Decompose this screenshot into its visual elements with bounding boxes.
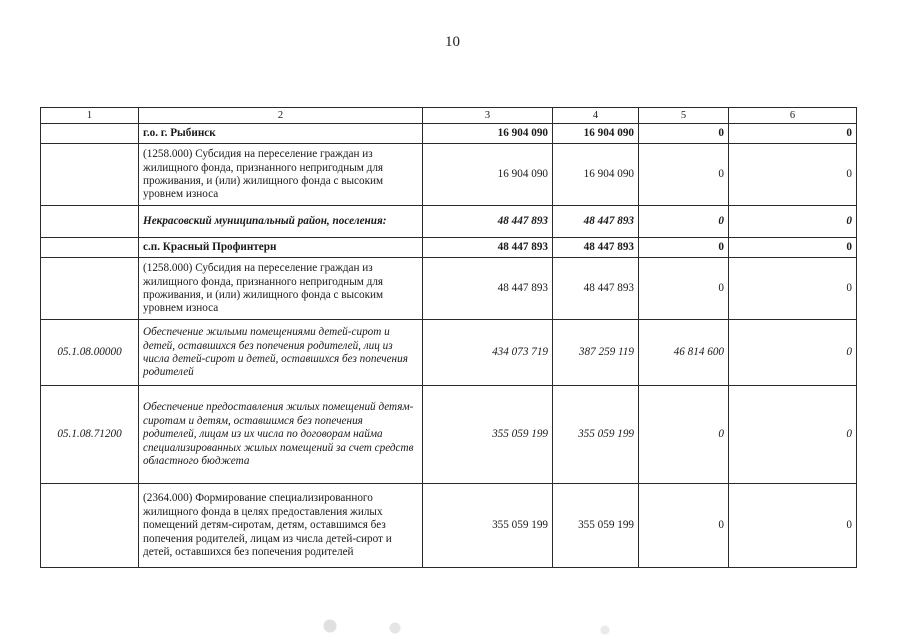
row-description: (1258.000) Субсидия на переселение граждан из жилищного фонда, признанного непригодным для проживания, и (или) жилищного фонда с высоким уровнем износа <box>139 258 423 320</box>
row-description: Некрасовский муниципальный район, поселения: <box>139 206 423 238</box>
row-value-5: 0 <box>639 258 729 320</box>
row-value-5: 0 <box>639 144 729 206</box>
row-code: 05.1.08.71200 <box>41 386 139 484</box>
row-value-3: 16 904 090 <box>423 124 553 144</box>
row-value-4: 16 904 090 <box>553 124 639 144</box>
row-description: (2364.000) Формирование специализированного жилищного фонда в целях предоставления жилых помещений детям-сиротам, детям, оставшимся без попечения родителей, лицам из числа детей-сирот и детей, оставшихся без попечения родителей <box>139 484 423 568</box>
row-value-3: 48 447 893 <box>423 238 553 258</box>
row-value-4: 48 447 893 <box>553 206 639 238</box>
row-value-3: 48 447 893 <box>423 258 553 320</box>
row-description: (1258.000) Субсидия на переселение граждан из жилищного фонда, признанного непригодным для проживания, и (или) жилищного фонда с высоким уровнем износа <box>139 144 423 206</box>
table-row <box>41 238 857 258</box>
page-number: 10 <box>445 34 460 50</box>
row-value-3: 16 904 090 <box>423 144 553 206</box>
row-value-4: 48 447 893 <box>553 258 639 320</box>
header-cell-4: 4 <box>553 108 639 124</box>
row-value-5: 0 <box>639 238 729 258</box>
row-value-6: 0 <box>729 320 857 386</box>
table-row <box>41 258 857 320</box>
row-value-6: 0 <box>729 238 857 258</box>
table-row <box>41 320 857 386</box>
header-cell-6: 6 <box>729 108 857 124</box>
row-value-4: 387 259 119 <box>553 320 639 386</box>
scan-artifacts <box>0 606 905 640</box>
row-code: 05.1.08.00000 <box>41 320 139 386</box>
row-value-6: 0 <box>729 124 857 144</box>
row-value-5: 0 <box>639 124 729 144</box>
row-description: г.о. г. Рыбинск <box>139 124 423 144</box>
row-value-4: 355 059 199 <box>553 386 639 484</box>
budget-table <box>40 107 857 568</box>
header-cell-2: 2 <box>139 108 423 124</box>
row-value-6: 0 <box>729 144 857 206</box>
table-row <box>41 124 857 144</box>
row-value-5: 0 <box>639 484 729 568</box>
row-value-3: 48 447 893 <box>423 206 553 238</box>
row-value-6: 0 <box>729 258 857 320</box>
row-value-3: 355 059 199 <box>423 484 553 568</box>
header-cell-5: 5 <box>639 108 729 124</box>
row-code <box>41 484 139 568</box>
row-value-4: 48 447 893 <box>553 238 639 258</box>
row-value-6: 0 <box>729 206 857 238</box>
row-value-6: 0 <box>729 386 857 484</box>
row-value-4: 355 059 199 <box>553 484 639 568</box>
table-row <box>41 144 857 206</box>
row-code <box>41 144 139 206</box>
row-code <box>41 258 139 320</box>
header-cell-1: 1 <box>41 108 139 124</box>
row-description: Обеспечение жилыми помещениями детей-сирот и детей, оставшихся без попечения родителей, лиц из числа детей-сирот и детей, оставшихся без попечения родителей <box>139 320 423 386</box>
row-description: Обеспечение предоставления жилых помещений детям-сиротам и детям, оставшимся без попечения родителей, лицам из их числа по договорам найма специализированных жилых помещений за счет средств областного бюджета <box>139 386 423 484</box>
row-code <box>41 124 139 144</box>
table-row <box>41 484 857 568</box>
row-value-5: 46 814 600 <box>639 320 729 386</box>
row-value-4: 16 904 090 <box>553 144 639 206</box>
table-row <box>41 206 857 238</box>
row-value-3: 355 059 199 <box>423 386 553 484</box>
row-code <box>41 206 139 238</box>
row-description: с.п. Красный Профинтерн <box>139 238 423 258</box>
header-cell-3: 3 <box>423 108 553 124</box>
row-value-6: 0 <box>729 484 857 568</box>
row-code <box>41 238 139 258</box>
row-value-5: 0 <box>639 386 729 484</box>
table-row <box>41 386 857 484</box>
row-value-3: 434 073 719 <box>423 320 553 386</box>
header-row <box>41 108 857 124</box>
row-value-5: 0 <box>639 206 729 238</box>
